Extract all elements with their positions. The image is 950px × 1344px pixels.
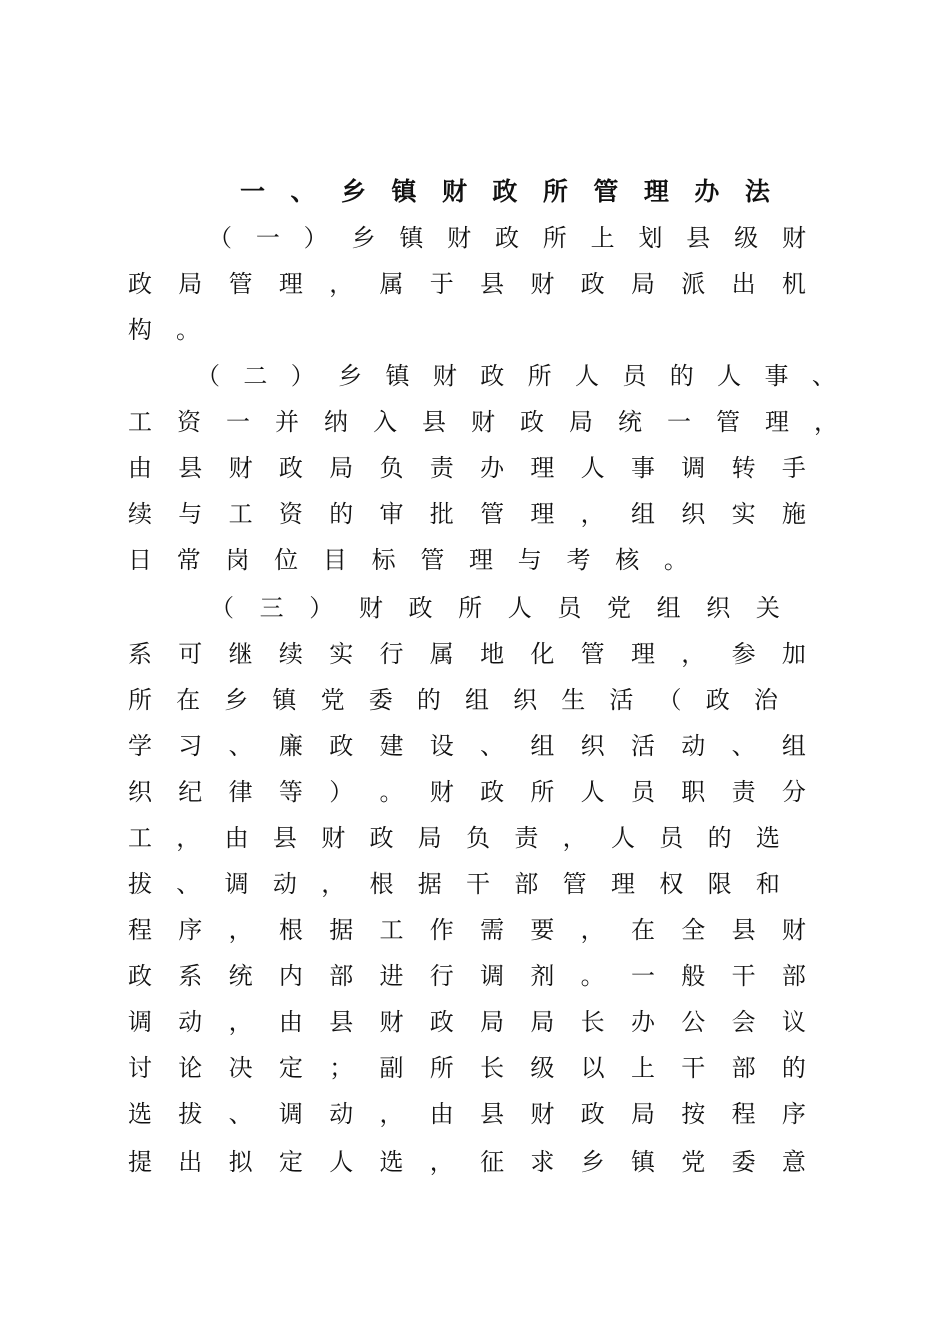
paragraph-line: 提 出 拟 定 人 选 ， 征 求 乡 镇 党 委 意 bbox=[128, 1148, 806, 1176]
paragraph-line: 工 ， 由 县 财 政 局 负 责 ， 人 员 的 选 bbox=[128, 824, 780, 852]
paragraph-line: 所 在 乡 镇 党 委 的 组 织 生 活 （ 政 治 bbox=[128, 686, 778, 714]
paragraph-line: 由 县 财 政 局 负 责 办 理 人 事 调 转 手 bbox=[128, 454, 806, 482]
paragraph-line: 系 可 继 续 实 行 属 地 化 管 理 ， 参 加 bbox=[128, 640, 806, 668]
paragraph-line: 拔 、 调 动 ， 根 据 干 部 管 理 权 限 和 bbox=[128, 870, 780, 898]
paragraph-line: 构 。 bbox=[128, 316, 200, 344]
paragraph-line: 政 系 统 内 部 进 行 调 剂 。 一 般 干 部 bbox=[128, 962, 806, 990]
paragraph-line: 选 拔 、 调 动 ， 由 县 财 政 局 按 程 序 bbox=[128, 1100, 806, 1128]
paragraph-line: 调 动 ， 由 县 财 政 局 局 长 办 公 会 议 bbox=[128, 1008, 806, 1036]
paragraph-line: 学 习 、 廉 政 建 设 、 组 织 活 动 、 组 bbox=[128, 732, 806, 760]
document-title: 一 、 乡 镇 财 政 所 管 理 办 法 bbox=[240, 177, 770, 206]
paragraph-line: 工 资 一 并 纳 入 县 财 政 局 统 一 管 理 ， bbox=[128, 408, 838, 436]
paragraph-line: 程 序 ， 根 据 工 作 需 要 ， 在 全 县 财 bbox=[128, 916, 806, 944]
paragraph-line: 讨 论 决 定 ； 副 所 长 级 以 上 干 部 的 bbox=[128, 1054, 806, 1082]
paragraph-line: 政 局 管 理 ， 属 于 县 财 政 局 派 出 机 bbox=[128, 270, 806, 298]
paragraph-line: 日 常 岗 位 目 标 管 理 与 考 核 。 bbox=[128, 546, 688, 574]
paragraph-line: 织 纪 律 等 ） 。 财 政 所 人 员 职 责 分 bbox=[128, 778, 806, 806]
paragraph-line: （ 一 ） 乡 镇 财 政 所 上 划 县 级 财 bbox=[208, 224, 806, 252]
paragraph-line: （ 二 ） 乡 镇 财 政 所 人 员 的 人 事 、 bbox=[196, 362, 836, 390]
paragraph-line: 续 与 工 资 的 审 批 管 理 ， 组 织 实 施 bbox=[128, 500, 806, 528]
paragraph-line: （ 三 ） 财 政 所 人 员 党 组 织 关 bbox=[210, 594, 780, 622]
